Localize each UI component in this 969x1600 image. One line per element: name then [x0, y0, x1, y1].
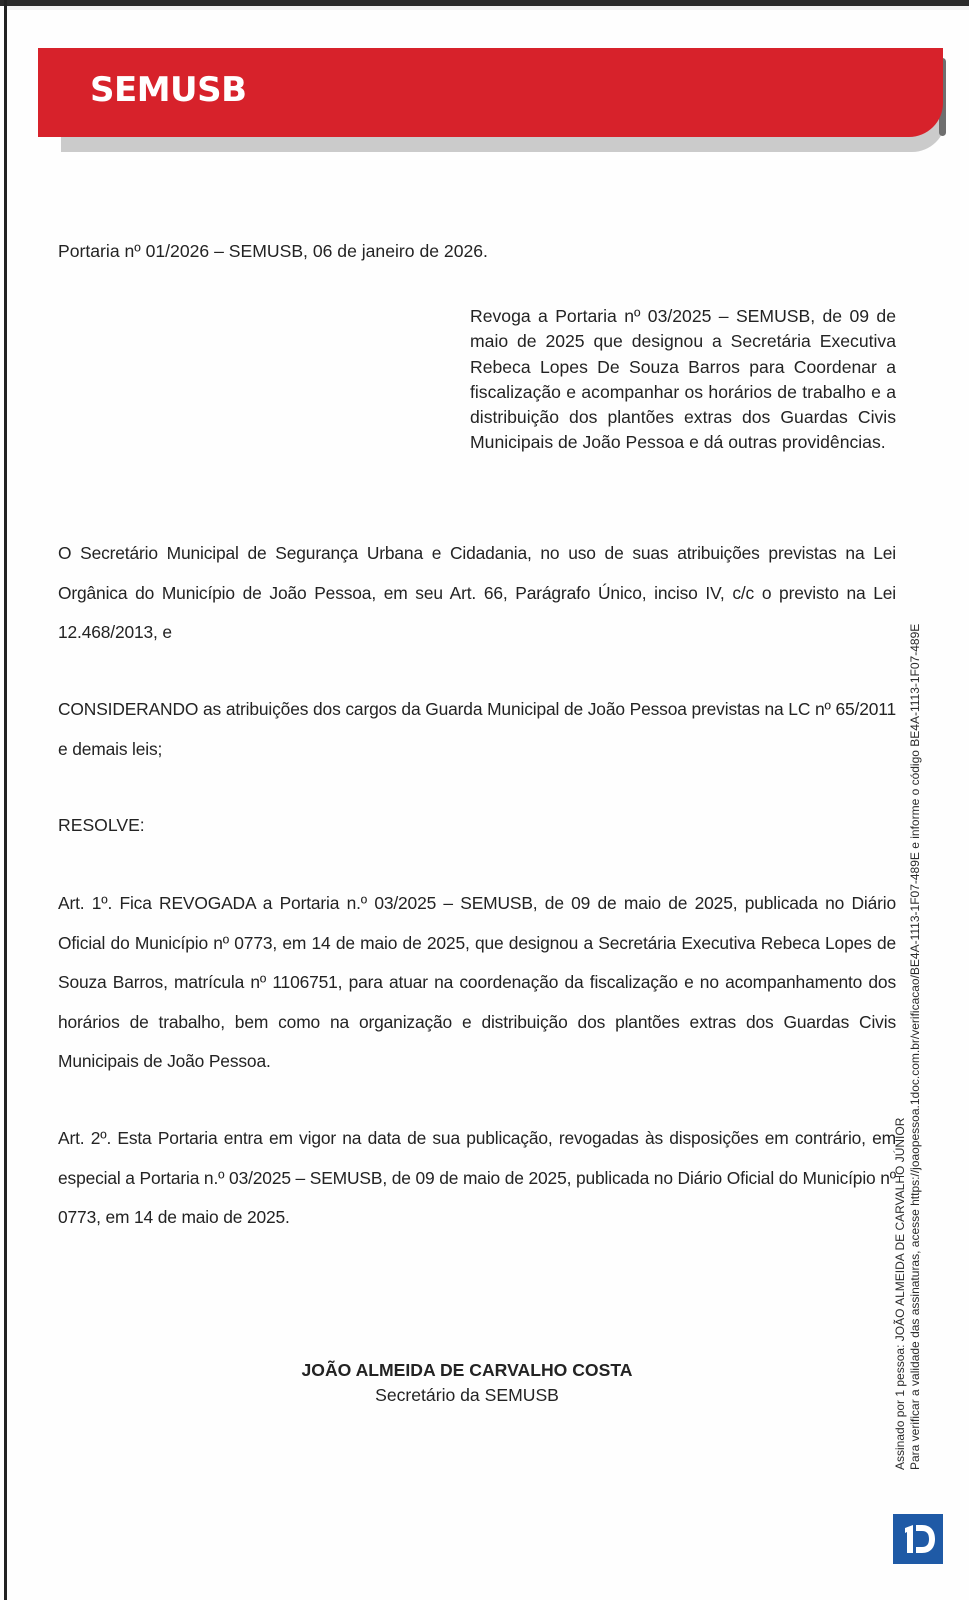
ementa: Revoga a Portaria nº 03/2025 – SEMUSB, de 09 de maio de 2025 que designou a Secretária Executiva Rebeca Lopes De Souza Barros para Coordenar a fiscalização e acompanhar os horários de trabalho e a distribuição dos plantões extras dos Guardas Civis Municipais de João Pessoa e dá outras providências.	[470, 306, 896, 453]
portaria-header: Portaria nº 01/2026 – SEMUSB, 06 de janeiro de 2026.	[58, 241, 488, 261]
considerando-paragraph: CONSIDERANDO as atribuições dos cargos da Guarda Municipal de João Pessoa previstas na LC nº 65/2011 e demais leis;	[58, 699, 896, 759]
preamble-paragraph: O Secretário Municipal de Segurança Urbana e Cidadania, no uso de suas atribuições previstas na Lei Orgânica do Município de João Pessoa, em seu Art. 66, Parágrafo Único, inciso IV, c/c o previsto na Lei 12.468/2013, e	[58, 543, 896, 642]
1doc-logo-glyph	[893, 1514, 943, 1564]
digital-signature-stamp	[893, 550, 923, 1470]
article-1: Art. 1º. Fica REVOGADA a Portaria n.º 03/2025 – SEMUSB, de 09 de maio de 2025, publicada no Diário Oficial do Município nº 0773, em 14 de maio de 2025, que designou a Secretária Executiva Rebeca Lopes de Souza Barros, matrícula nº 1106751, para atuar na coordenação da fiscalização e no acompanhamento dos horários de trabalho, bem como na organização e distribuição dos plantões extras dos Guardas Civis Municipais de João Pessoa.	[58, 893, 896, 1071]
article-2: Art. 2º. Esta Portaria entra em vigor na data de sua publicação, revogadas às disposições em contrário, em especial a Portaria n.º 03/2025 – SEMUSB, de 09 de maio de 2025, publicada no Diário Oficial do Município nº 0773, em 14 de maio de 2025.	[58, 1128, 896, 1227]
banner-title: SEMUSB	[90, 70, 247, 110]
signature-block	[0, 1358, 934, 1408]
stamp-signed-by: Assinado por 1 pessoa: JOÃO ALMEIDA DE CARVALHO JÚNIOR	[893, 1117, 907, 1470]
1doc-logo-icon	[893, 1514, 943, 1564]
stamp-verification-link[interactable]: Para verificar a validade das assinaturas, acesse https://joaopessoa.1doc.com.br/verificacao/BE4A-1113-1F07-489E e informe o código BE4A-1113-1F07-489E	[908, 623, 922, 1470]
header-banner	[38, 48, 943, 137]
page-top-border-inner	[6, 6, 969, 10]
signer-name: JOÃO ALMEIDA DE CARVALHO COSTA	[301, 1360, 633, 1380]
resolve-heading: RESOLVE:	[58, 815, 145, 835]
signer-role: Secretário da SEMUSB	[375, 1385, 559, 1405]
